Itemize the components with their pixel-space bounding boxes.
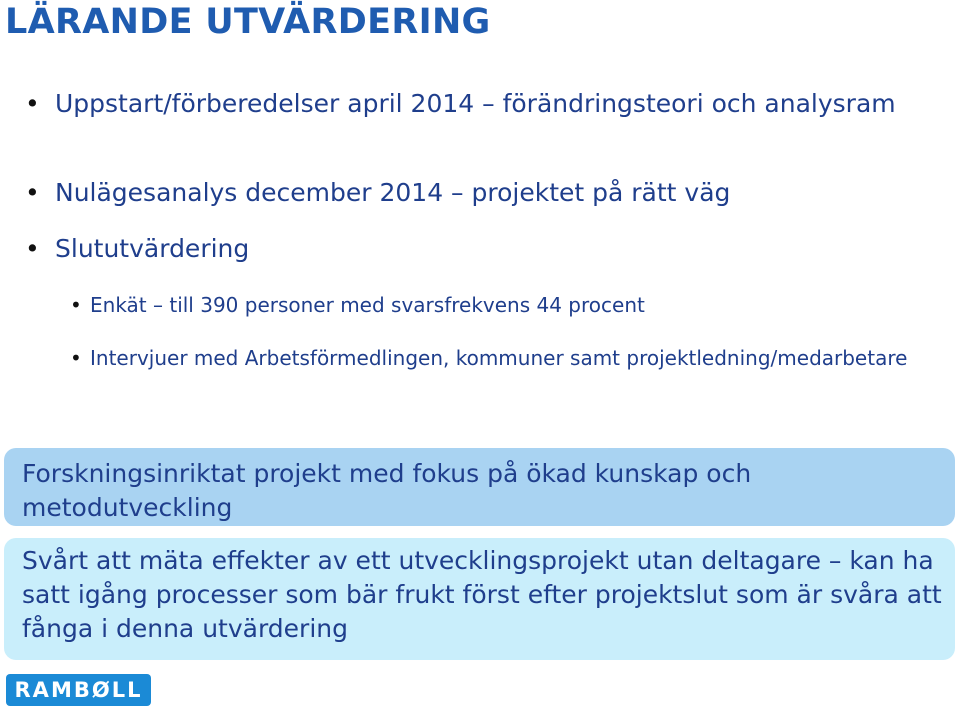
- bullet-dot-icon: •: [25, 89, 40, 118]
- sub-bullet-item: [70, 291, 940, 319]
- sub-bullet-text: Enkät – till 390 personer med svarsfrekvens 44 procent: [90, 293, 645, 317]
- bullet-item: [25, 87, 935, 121]
- bullet-dot-icon: •: [25, 178, 40, 207]
- bullet-text: Slututvärdering: [55, 234, 250, 263]
- bullet-dot-icon: •: [25, 234, 40, 263]
- bullet-item: [25, 232, 935, 266]
- bullet-text: Uppstart/förberedelser april 2014 – förändringsteori och analysram: [55, 89, 896, 118]
- highlight-box-research: [4, 448, 955, 526]
- sub-bullet-item: [70, 344, 940, 372]
- highlight-box-text: Forskningsinriktat projekt med fokus på ökad kunskap och metodutveckling: [22, 459, 752, 522]
- logo-text: RAMBØLL: [14, 678, 143, 702]
- ramboll-logo: [6, 674, 151, 706]
- highlight-box-text: Svårt att mäta effekter av ett utvecklingsprojekt utan deltagare – kan ha satt igång processer som bär frukt först efter projektslut som är svåra att fånga i denna utvärdering: [22, 546, 942, 643]
- sub-bullet-text: Intervjuer med Arbetsförmedlingen, kommuner samt projektledning/medarbetare: [90, 346, 908, 370]
- bullet-item: [25, 176, 935, 210]
- highlight-box-difficulty: [4, 538, 955, 660]
- bullet-dot-icon: •: [70, 293, 82, 317]
- bullet-text: Nulägesanalys december 2014 – projektet på rätt väg: [55, 178, 731, 207]
- bullet-dot-icon: •: [70, 346, 82, 370]
- page-title: LÄRANDE UTVÄRDERING: [5, 2, 491, 42]
